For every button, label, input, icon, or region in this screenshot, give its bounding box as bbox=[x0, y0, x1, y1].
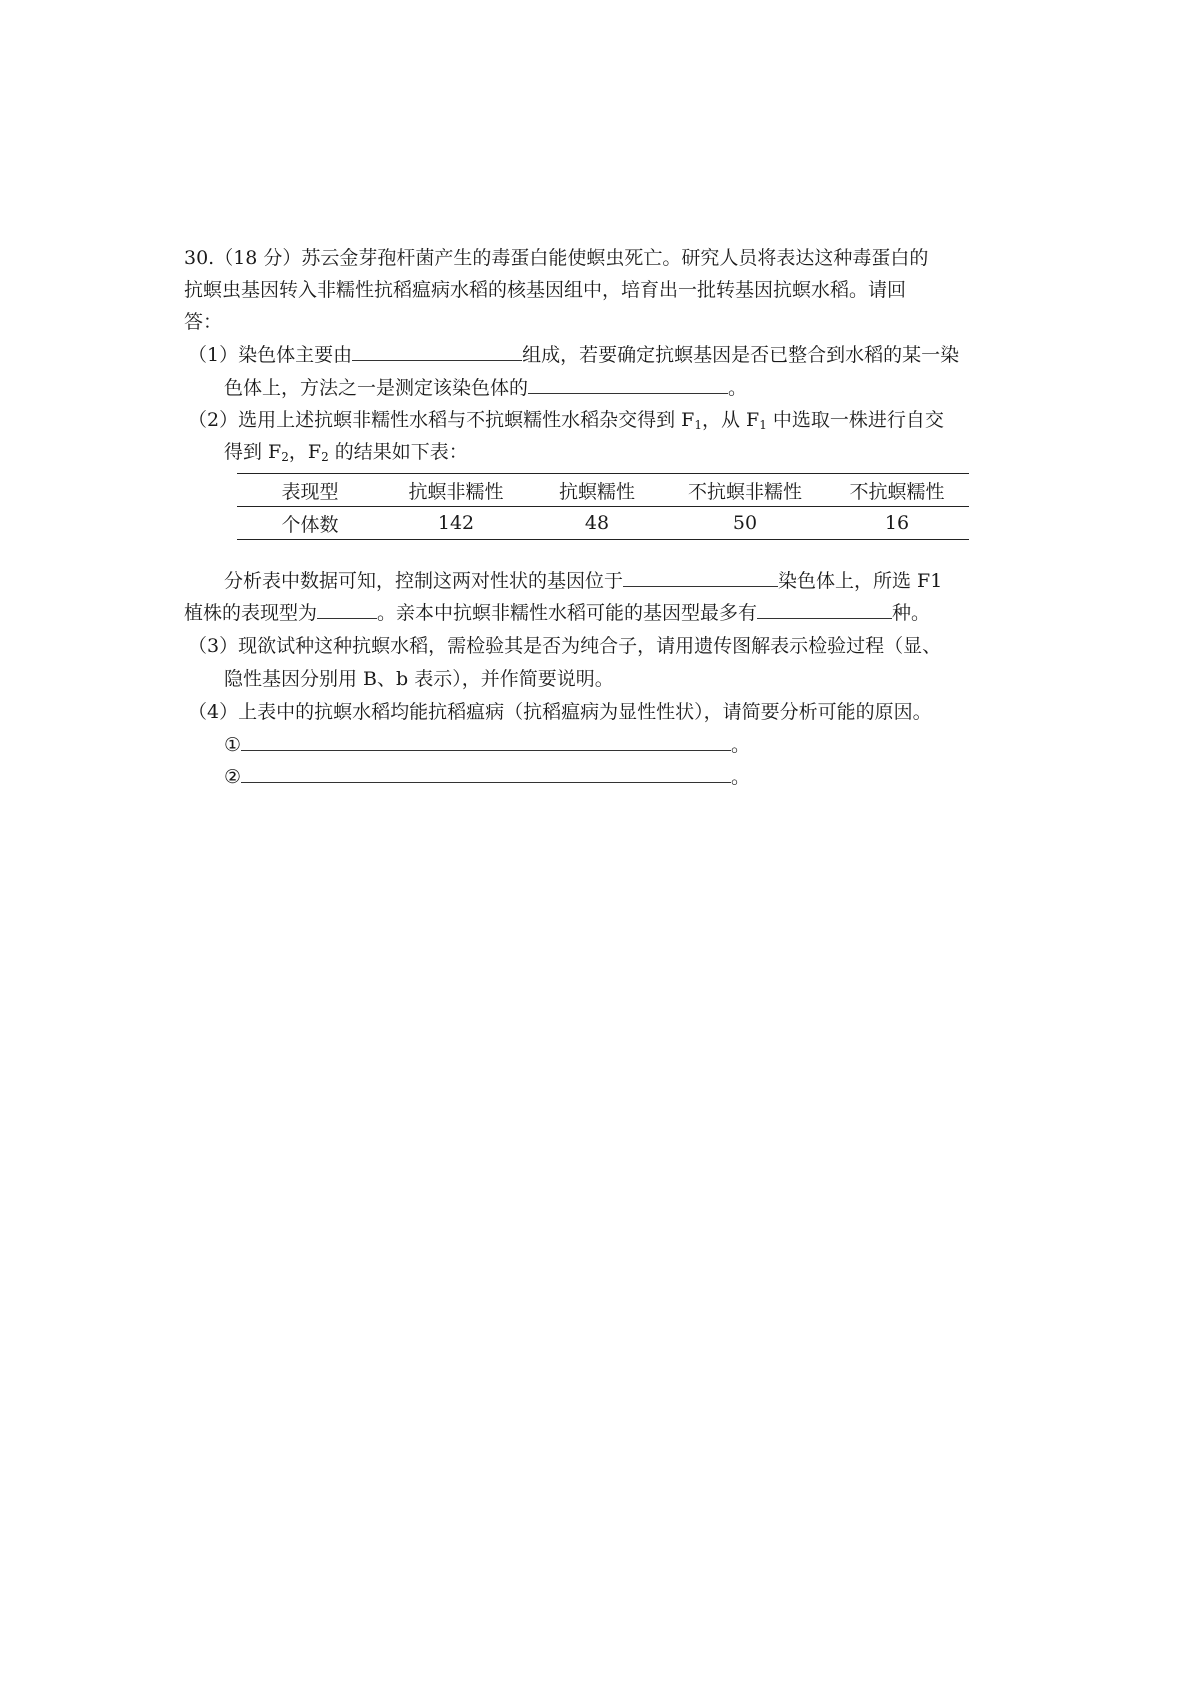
answer-blank-reason-1[interactable] bbox=[241, 732, 731, 751]
part1-text-c: 色体上，方法之一是测定该染色体的 bbox=[224, 377, 529, 399]
question-intro-line-2 bbox=[184, 277, 906, 303]
part1-text-d: 。 bbox=[728, 377, 748, 399]
part2-line-1 bbox=[188, 407, 944, 433]
answer-blank-phenotype[interactable] bbox=[317, 600, 377, 619]
question-intro-line-3 bbox=[184, 309, 222, 335]
part4-option-1 bbox=[224, 732, 750, 758]
part3-line-1 bbox=[188, 633, 941, 659]
part3-line-2 bbox=[224, 666, 614, 692]
part1-text-a: （1）染色体主要由 bbox=[188, 344, 353, 366]
intro-text-1: 30.（18 分）苏云金芽孢杆菌产生的毒蛋白能使螟虫死亡。研究人员将表达这种毒蛋白的 bbox=[184, 247, 929, 269]
subscript: 1 bbox=[759, 418, 767, 432]
answer-blank-chromosome-location[interactable] bbox=[623, 568, 778, 587]
part2-text-c: 中选取一株进行自交 bbox=[766, 409, 944, 431]
answer-blank-chromosome-method[interactable] bbox=[528, 375, 728, 394]
part2-text-a: （2）选用上述抗螟非糯性水稻与不抗螟糯性水稻杂交得到 F bbox=[188, 409, 695, 431]
option-marker-2: ② bbox=[224, 766, 242, 788]
part3-text-b: 隐性基因分别用 B、b 表示），并作简要说明。 bbox=[224, 668, 614, 690]
table-cell: 50 bbox=[732, 512, 758, 534]
f2-results-table bbox=[237, 473, 969, 540]
table-header-row bbox=[237, 474, 969, 507]
subscript: 1 bbox=[694, 418, 702, 432]
part1-text-b: 组成，若要确定抗螟基因是否已整合到水稻的某一染 bbox=[522, 344, 960, 366]
table-cell: 48 bbox=[584, 512, 610, 534]
table-header-cell: 抗螟非糯性 bbox=[383, 474, 529, 507]
answer-blank-reason-2[interactable] bbox=[241, 764, 731, 783]
analysis-text-c: 植株的表现型为 bbox=[184, 602, 318, 624]
question-intro-line-1 bbox=[184, 245, 928, 271]
period: 。 bbox=[731, 734, 751, 756]
part3-text-a: （3）现欲试种这种抗螟水稻，需检验其是否为纯合子，请用遗传图解表示检验过程（显、 bbox=[188, 635, 942, 657]
part4-text-a: （4）上表中的抗螟水稻均能抗稻瘟病（抗稻瘟病为显性性状），请简要分析可能的原因。 bbox=[188, 701, 932, 723]
table-header-cell: 抗螟糯性 bbox=[529, 474, 665, 507]
part2-text-b: ，从 F bbox=[701, 409, 760, 431]
analysis-text-d: 。亲本中抗螟非糯性水稻可能的基因型最多有 bbox=[377, 602, 758, 624]
part4-line-1 bbox=[188, 699, 932, 725]
table-cell: 142 bbox=[437, 512, 475, 534]
intro-text-2: 抗螟虫基因转入非糯性抗稻瘟病水稻的核基因组中，培育出一批转基因抗螟水稻。请回 bbox=[184, 279, 907, 301]
part1-line-2 bbox=[224, 375, 747, 401]
part2-text-f: 的结果如下表： bbox=[328, 441, 468, 463]
part1-line-1 bbox=[188, 342, 959, 368]
period: 。 bbox=[731, 766, 751, 788]
part4-option-2 bbox=[224, 764, 750, 790]
table-cell: 16 bbox=[884, 512, 910, 534]
table-header-cell: 不抗螟糯性 bbox=[825, 474, 969, 507]
subscript: 2 bbox=[321, 450, 329, 464]
part2-line-2 bbox=[224, 439, 468, 465]
analysis-text-e: 种。 bbox=[892, 602, 931, 624]
analysis-text-a: 分析表中数据可知，控制这两对性状的基因位于 bbox=[224, 570, 624, 592]
subscript: 2 bbox=[281, 450, 289, 464]
answer-blank-genotype-count[interactable] bbox=[757, 600, 892, 619]
part2-text-e: ，F bbox=[288, 441, 322, 463]
table-cell: 个体数 bbox=[281, 513, 339, 536]
intro-text-3: 答： bbox=[184, 311, 223, 333]
analysis-line-1 bbox=[224, 568, 942, 594]
table-header-cell: 不抗螟非糯性 bbox=[665, 474, 825, 507]
table-row bbox=[237, 507, 969, 540]
analysis-text-b: 染色体上，所选 F1 bbox=[778, 570, 943, 592]
table-header-cell: 表现型 bbox=[237, 474, 383, 507]
option-marker-1: ① bbox=[224, 734, 242, 756]
part2-text-d: 得到 F bbox=[224, 441, 282, 463]
answer-blank-chromosome-composition[interactable] bbox=[352, 342, 522, 361]
analysis-line-2 bbox=[184, 600, 930, 626]
